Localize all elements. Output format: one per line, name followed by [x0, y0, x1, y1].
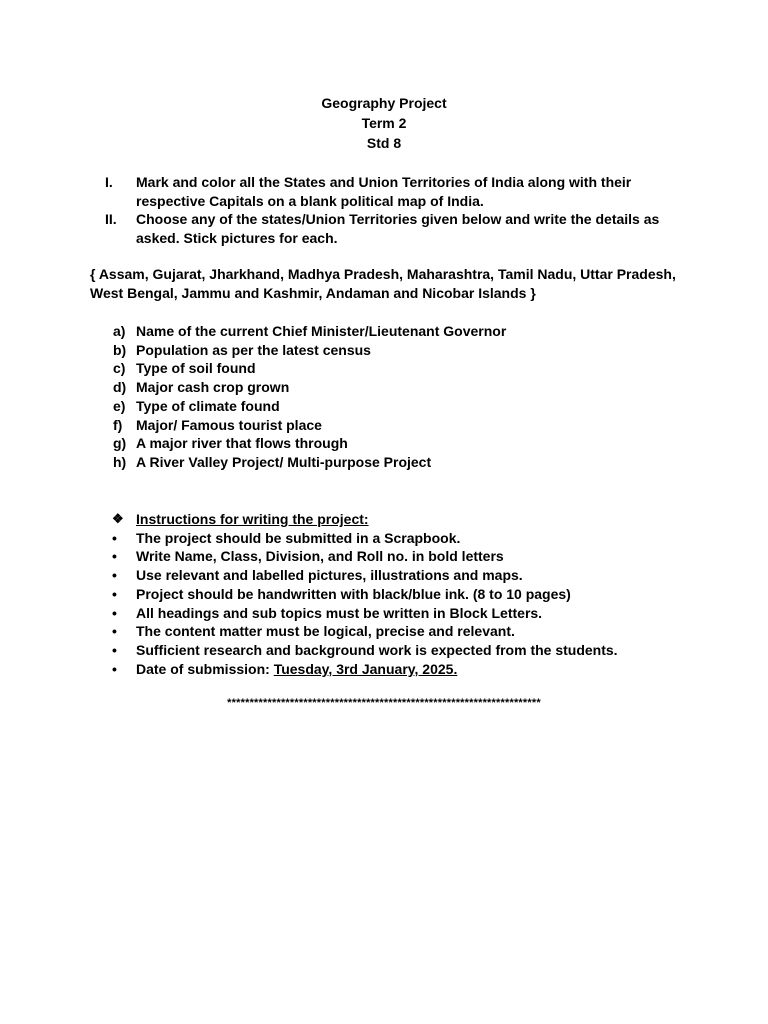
instructions-heading-row — [90, 510, 690, 529]
item-text: The content matter must be logical, precise and relevant. — [136, 623, 515, 640]
item-letter: e) — [113, 397, 126, 414]
item-text: Major/ Famous tourist place — [136, 416, 322, 433]
title-block — [0, 93, 768, 153]
item-letter: b) — [113, 341, 127, 358]
bullet-icon: • — [112, 567, 117, 584]
item-text: Type of climate found — [136, 397, 280, 414]
project-title: Geography Project — [321, 95, 447, 111]
item-text: Project should be handwritten with black/blue ink. (8 to 10 pages) — [136, 585, 571, 602]
item-text: Use relevant and labelled pictures, illustrations and maps. — [136, 567, 523, 584]
list-item — [90, 416, 690, 435]
item-text: The project should be submitted in a Scrapbook. — [136, 529, 461, 546]
item-text: Name of the current Chief Minister/Lieutenant Governor — [136, 323, 507, 339]
item-letter: d) — [113, 379, 127, 396]
list-item — [90, 566, 690, 585]
list-item — [90, 585, 690, 604]
bullet-icon: • — [112, 604, 117, 621]
item-text: All headings and sub topics must be written in Block Letters. — [136, 604, 543, 621]
details-list — [90, 322, 690, 472]
list-item — [90, 660, 690, 679]
list-item — [90, 397, 690, 416]
task-item — [90, 173, 690, 210]
term-label: Term 2 — [361, 115, 407, 131]
task-text: Mark and color all the States and Union Territories of India along with their respective Capitals on a blank political map of India. — [136, 174, 632, 209]
diamond-bullet-icon: ❖ — [112, 511, 124, 526]
item-text: Type of soil found — [136, 360, 256, 377]
list-item — [90, 547, 690, 566]
standard-label: Std 8 — [366, 135, 402, 151]
list-item — [90, 604, 690, 623]
item-letter: a) — [113, 323, 126, 339]
task-number: II. — [105, 211, 117, 228]
item-text: Sufficient research and background work is expected from the students. — [136, 641, 618, 658]
bullet-icon: • — [112, 660, 117, 677]
list-item — [90, 434, 690, 453]
bullet-icon: • — [112, 529, 117, 546]
item-text: A major river that flows through — [136, 435, 348, 452]
list-item — [90, 529, 690, 548]
item-text: Population as per the latest census — [136, 341, 371, 358]
instructions-list — [90, 510, 690, 678]
submission-date: Tuesday, 3rd January, 2025. — [273, 660, 458, 677]
list-item — [90, 341, 690, 360]
list-item — [90, 378, 690, 397]
bullet-icon: • — [112, 585, 117, 602]
list-item — [90, 453, 690, 472]
item-letter: g) — [113, 435, 127, 452]
list-item — [90, 622, 690, 641]
list-item — [90, 641, 690, 660]
item-letter: c) — [113, 360, 126, 377]
item-letter: f) — [113, 416, 123, 433]
instructions-heading: Instructions for writing the project: — [136, 511, 369, 527]
item-text: A River Valley Project/ Multi-purpose Project — [136, 453, 432, 470]
list-item — [90, 322, 690, 341]
date-label: Date of submission: — [136, 660, 274, 677]
item-letter: h) — [113, 453, 127, 470]
task-list — [90, 173, 690, 248]
list-item — [90, 359, 690, 378]
bullet-icon: • — [112, 641, 117, 658]
footer-divider: ********************************************************************** — [227, 697, 541, 709]
bullet-icon: • — [112, 623, 117, 640]
task-number: I. — [105, 174, 113, 190]
bullet-icon: • — [112, 548, 117, 565]
task-item — [90, 210, 690, 247]
item-text: Write Name, Class, Division, and Roll no. in bold letters — [136, 548, 504, 565]
item-text: Major cash crop grown — [136, 379, 290, 396]
states-list: { Assam, Gujarat, Jharkhand, Madhya Pradesh, Maharashtra, Tamil Nadu, Uttar Pradesh, West Bengal, Jammu and Kashmir, Andaman and Nicobar Islands } — [90, 266, 676, 301]
submission-date-line — [136, 660, 457, 679]
task-text: Choose any of the states/Union Territories given below and write the details as asked. Stick pictures for each. — [136, 211, 660, 247]
